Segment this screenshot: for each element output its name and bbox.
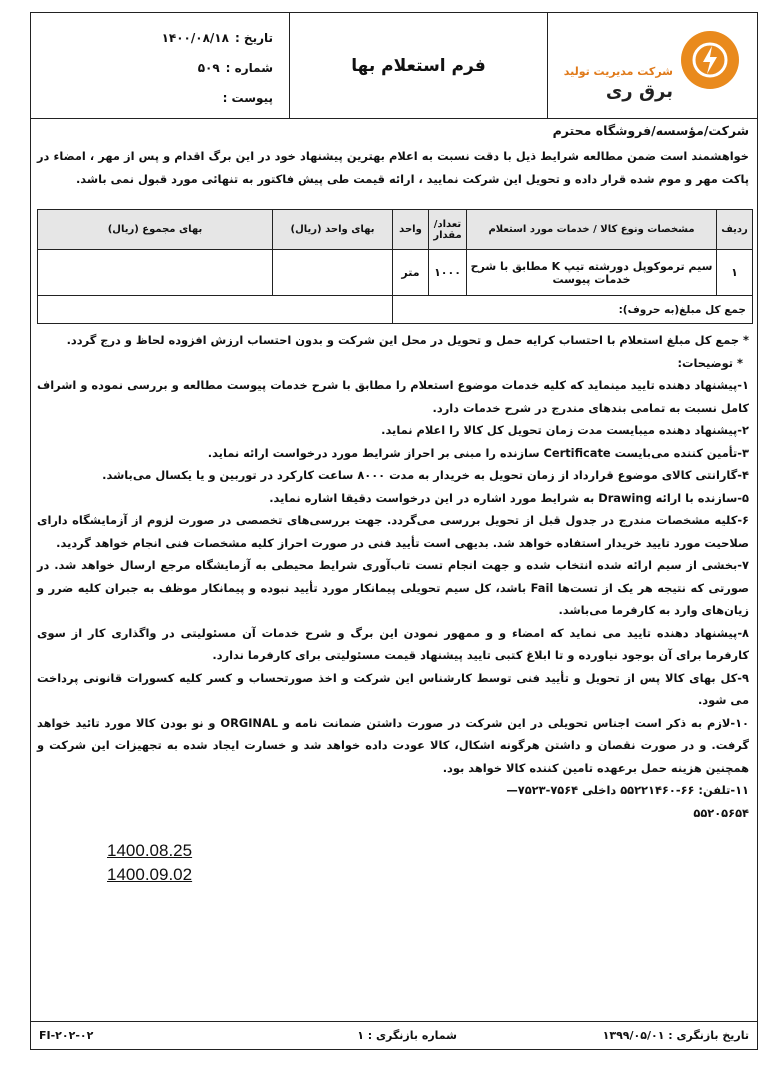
row-qty: ۱۰۰۰: [429, 250, 467, 296]
form-header: [31, 13, 757, 119]
date-label: تاریخ :: [234, 31, 273, 45]
items-table: [37, 209, 753, 324]
attachment-line: [31, 83, 273, 113]
note-item: ۳-تأمین کننده می‌بایست Certificate سازنده را مبنی بر احراز شرایط مورد درخواست ارائه نماید.: [207, 445, 749, 460]
revision-number: شماره بازنگری : ۱: [357, 1029, 457, 1042]
form-code: FI-۲۰۲-۰۲: [39, 1029, 94, 1042]
date-line: [31, 23, 273, 53]
note-item: ۱۱-تلفن: ۶۶-۵۵۲۲۱۴۶۰ داخلی ۷۵۶۴-۷۵۲۳—: [506, 783, 749, 797]
row-description: سیم ترموکوپل دورشته تیپ K مطابق با شرح خدمات پیوست: [467, 250, 717, 296]
number-value: ۵۰۹: [197, 61, 220, 75]
phone-secondary: ۵۵۲۰۵۶۵۴: [693, 805, 749, 820]
date-value: ۱۴۰۰/۰۸/۱۸: [161, 31, 229, 45]
note-item: ۹-کل بهای کالا پس از تحویل و تأیید فنی توسط کارشناس این شرکت و اخذ صورتحساب و کسر کلیه کسورات قانونی پرداخت می شود.: [37, 670, 749, 707]
deadline-date-2: 1400.09.02: [107, 865, 193, 884]
form-frame: [30, 12, 758, 1050]
col-header-index: ردیف: [717, 210, 753, 250]
form-title-box: [289, 13, 547, 119]
note-item: ۱-پیشنهاد دهنده تایید مینماید که کلیه خدمات موضوع استعلام را مطابق با شرح خدمات پیوست مطالعه و بررسی نموده و اشراف کامل نسبت به تمامی بندهای مندرج در شرح خدمات دارد.: [37, 378, 749, 415]
row-index: ۱: [717, 250, 753, 296]
number-label: شماره :: [225, 61, 273, 75]
note-item: ۶-کلیه مشخصات مندرج در جدول قبل از تحویل بررسی می‌گردد. جهت بررسی‌های تخصصی در صورت لزوم از آزمایشگاه دارای صلاحیت مورد تایید خریدار استفاده خواهد شد. بدیهی است تأیید فنی در صورت احراز کلیه مشخصات فنی انجام خواهد گردید.: [37, 513, 749, 550]
note-item: ۵-سازنده با ارائه Drawing به شرایط مورد اشاره در این درخواست دقیقا اشاره نماید.: [269, 490, 749, 505]
col-header-unit-price: بهای واحد (ریال): [273, 210, 393, 250]
company-logo-icon: [681, 31, 739, 89]
logo-line2: برق ری: [605, 81, 673, 102]
addressee: شرکت/مؤسسه/فروشگاه محترم: [552, 123, 749, 138]
row-unit: متر: [393, 250, 429, 296]
note-item: ۴-گارانتی کالای موضوع قرارداد از زمان تحویل به خریدار به مدت ۸۰۰۰ ساعت کارکرد در توربین و یا یکسال می‌باشد.: [102, 468, 749, 482]
total-label: جمع کل مبلغ(به حروف):: [393, 296, 753, 324]
pre-note: * جمع کل مبلغ استعلام با احتساب کرایه حمل و تحویل در محل این شرکت و بدون احتساب ارزش افزوده لحاظ و درج گردد.: [66, 333, 749, 347]
table-row: [38, 250, 753, 296]
intro-text: خواهشمند است ضمن مطالعه شرایط ذیل با دقت نسبت به اعلام بهترین پیشنهاد خود در این برگ اقدام و پس از مهر ، امضاء در پاکت مهر و موم شده قرار داده و تحویل این شرکت نمایید ، ارائه قیمت طی پیش فاکتور به تنهائی مورد قبول نمی باشد.: [37, 149, 749, 186]
form-footer: [31, 1021, 757, 1049]
col-header-qty: تعداد/ مقدار: [429, 210, 467, 250]
deadline-date-1: 1400.08.25: [107, 841, 193, 860]
note-item: ۷-بخشی از سیم ارائه شده انتخاب شده و جهت انجام تست تاب‌آوری شرایط محیطی به آزمایشگاه مرجع ارسال خواهد شد. در صورتی که نتیجه هر یک از تست‌ها Fail باشد، کل سیم تحویلی پیمانکار مورد تأیید نبوده و پیمانکار موظف به جبران کلیه ضرر و زیان‌های وارد به کارفرما می‌باشد.: [37, 558, 749, 617]
note-item: ۱۰-لازم به ذکر است اجناس تحویلی در این شرکت در صورت داشتن ضمانت نامه و ORGINAL و نو بودن کالا مورد تائید خواهد گرفت. و در صورت نقصان و داشتن هرگونه اشکال، کالا عودت داده خواهد شد و خسارت ایجاد شده به تجهیزات این شرکت و همچنین هزینه حمل برعهده تامین کننده کالا خواهد بود.: [37, 715, 749, 775]
row-total-price: [38, 250, 273, 296]
number-line: [31, 53, 273, 83]
deadline-dates: [107, 839, 192, 887]
form-meta: [31, 13, 291, 119]
note-item: ۲-پیشنهاد دهنده میبایست مدت زمان تحویل کل کالا را اعلام نماید.: [381, 423, 749, 437]
col-header-total-price: بهای مجموع (ریال): [38, 210, 273, 250]
revision-date: تاریخ بازنگری : ۱۳۹۹/۰۵/۰۱: [602, 1029, 749, 1042]
notes-section: [37, 329, 749, 824]
col-header-description: مشخصات ونوع کالا / خدمات مورد استعلام: [467, 210, 717, 250]
company-logo-box: [547, 13, 757, 119]
note-item: ۸-پیشنهاد دهنده تایید می نماید که امضاء و و ممهور نمودن این برگ و شرح خدمات آن مسئولیتی در واگذاری کار از سوی کارفرما برای آن بوجود نیاورده و تا ابلاغ کتبی تایید پیشنهاد قیمت مسئولیتی برای کارفرما ندارد.: [37, 625, 749, 662]
row-unit-price: [273, 250, 393, 296]
attachment-label: پیوست :: [222, 91, 273, 105]
total-value: [38, 296, 393, 324]
lightning-icon: [690, 40, 730, 80]
form-title: فرم استعلام بها: [351, 56, 486, 76]
notes-heading: * توضیحات:: [677, 355, 743, 370]
logo-line1: شرکت مدیریت تولید: [563, 65, 673, 78]
table-total-row: [38, 296, 753, 324]
table-header-row: [38, 210, 753, 250]
col-header-unit: واحد: [393, 210, 429, 250]
